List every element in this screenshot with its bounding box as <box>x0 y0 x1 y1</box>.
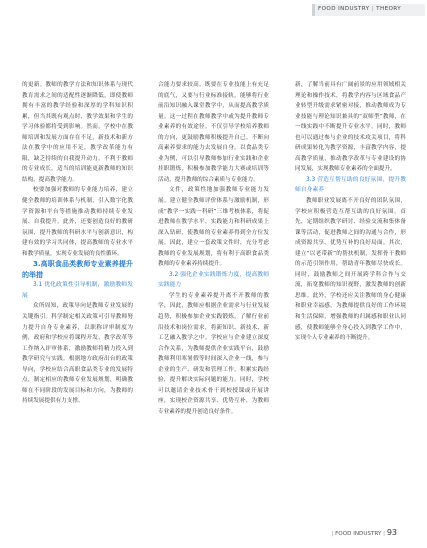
subsection-heading: 3.3 营造互帮互助的良好氛围，提升教师自身素养 <box>295 176 406 194</box>
header-section-name: THEORY <box>376 6 402 12</box>
header-journal-name: FOOD INDUSTRY <box>318 6 370 12</box>
subsection-heading: 3.2 强化企业实践锻炼力度，提高教师实践能力 <box>158 271 269 289</box>
header-separator: | <box>371 6 374 12</box>
body-paragraph: 学生的专业素养提升离不开教师的教学，因此，教师应根据企业需求与行业发展趋势，积极参加企业实践锻炼，了解行业前沿技术和岗位需求，将新知识、新技术、新工艺融入教学之中。学校应与企业建立深度合作关系，为教师提供企业实践平台，鼓励教师利用寒暑假等时间深入企业一线，参与企业的生产、研发和管理工作，积累实践经验，提升解决实际问题的能力。同时，学校可以邀请企业技术骨干到校授课或开展讲座，实现校企资源共享、优势互补，为教师专业素养的提升创造良好条件。 <box>158 292 269 415</box>
column-left <box>22 80 133 407</box>
body-paragraph: 的更新。教师的教学方法和知识体系与现代教育需求之间的适配性逐渐降低。即使教师拥有丰富的教学经验和深厚的学科知识积累，但当其既有观点时，教学效果和学生的学习体验都将受到影响。然而，学校中在教师培训和发展方面存在不足，新技术和新方法在教学中的应用不足，教学改革能力有限，缺乏持续的自我提升动力，不利于教师的专业成长。适当的培训能更新教师的知识结构，提高教学能力。 <box>22 82 133 183</box>
column-right <box>295 80 406 344</box>
footer-journal-name: FOOD INDUSTRY <box>335 531 382 537</box>
section-heading: 3.高职食品类教师专业素养提升的举措 <box>22 260 133 279</box>
footer-separator: | <box>331 531 334 537</box>
header-text <box>318 6 401 12</box>
body-paragraph: 校要加强对教师的专业能力培养，建立健全教师的培训体系与机制，引入数字化教学资源和平台等措施推动教师持续专业发展、自我提升。此外，还要创造良好的教研氛围，提升教师的科研水平与创新意识，构建有效的学习共同体，提高教师的专业水平和教学质量，实现专业发展的良性循环。 <box>22 187 133 257</box>
subsection-heading: 3.1 优化政策性引导机制，激励教师发展 <box>22 282 133 299</box>
footer-separator: | <box>383 531 386 537</box>
body-paragraph: 众所周知，政策导向是教师专业发展的关键指引。科学制定相关政策可引导教师努力提升自身专业素养，以职称评审制度为例，政府和学校应将课程开发、教学改革等工作纳入评审体系，激励教师将精力投入到教学研究与实践。根据地方政府出台的政策导向，学校应结合高职食品类专业的发展特点，制定相应的教师专业发展规划，明确教师在不同阶段的发展目标和方向，为教师的持续发展提供有力支撑。 <box>22 303 133 405</box>
column-middle <box>158 80 269 418</box>
page-footer <box>331 528 397 537</box>
page-number: 93 <box>386 528 397 537</box>
body-paragraph: 合能力要求较高。既要在专业技能上有充足的底气，又要与行业标准接轨，能够将行业前沿知识融入课堂教学中，从而提高教学质量。这一过程在教师教学中或为提升教师专业素养的有效途径。不仅引导学校培养教师的方向，更鼓励教师积极提升自己。不断向高素养要求的能力去发展自身，以食品类专业为例，可以引导教师参加行业实践和企业挂职锻炼，积极参加教学能力大赛或培训等活动，提升教师的综合素质与专业能力。 <box>158 82 269 183</box>
body-paragraph: 教师职业发展离不开良好的团队氛围，学校应积极营造互帮互助的良好氛围。首先，定期组织教学研讨、经验交流和集体备课等活动，促进教师之间的沟通与合作，形成资源共享、优势互补的良好局面。其次，建立“以老带新”的帮扶机制，发挥骨干教师的示范引领作用，帮助青年教师尽快成长。同时，鼓励教师之间开展跨学科合作与交流，拓宽教师的知识视野，激发教师的创新思维。此外，学校还应关注教师的身心健康和职业幸福感，为教师提供良好的工作环境和生活保障，增强教师的归属感和职业认同感，使教师能够全身心投入到教学工作中，实现个人专业素养的不断提升。 <box>295 198 406 342</box>
body-paragraph: 新，了解当前具有广阔前景的应用领域相关理论和操作技术，将教学内容与区域食品产业转型升级需求紧密对接，推动教师成为专业技能与理论知识兼具的“双师型”教师，在一线实践中不断提升专业水平。同时，教师也可以通过参与企业的技术攻关项目，将科研成果转化为教学资源，丰富教学内容，提高教学质量，推动教学改革与专业建设的协同发展，实现教师专业素养的全面提升。 <box>295 82 406 173</box>
body-paragraph: 文件，政策性地加强教师专业能力发展。建立健全教师评价体系与激励机制，形成“教学一实践一科研”三维考核体系，将促进教师在教学水平、实践能力和科研成果上深入钻研，使教师的专业素养得到全方位发展。因此，建立一套政策文件时，充分考虑教师的专业发展规划，将有利于高职食品类教师的专业素养持续提升。 <box>158 187 269 268</box>
running-header <box>0 0 427 20</box>
